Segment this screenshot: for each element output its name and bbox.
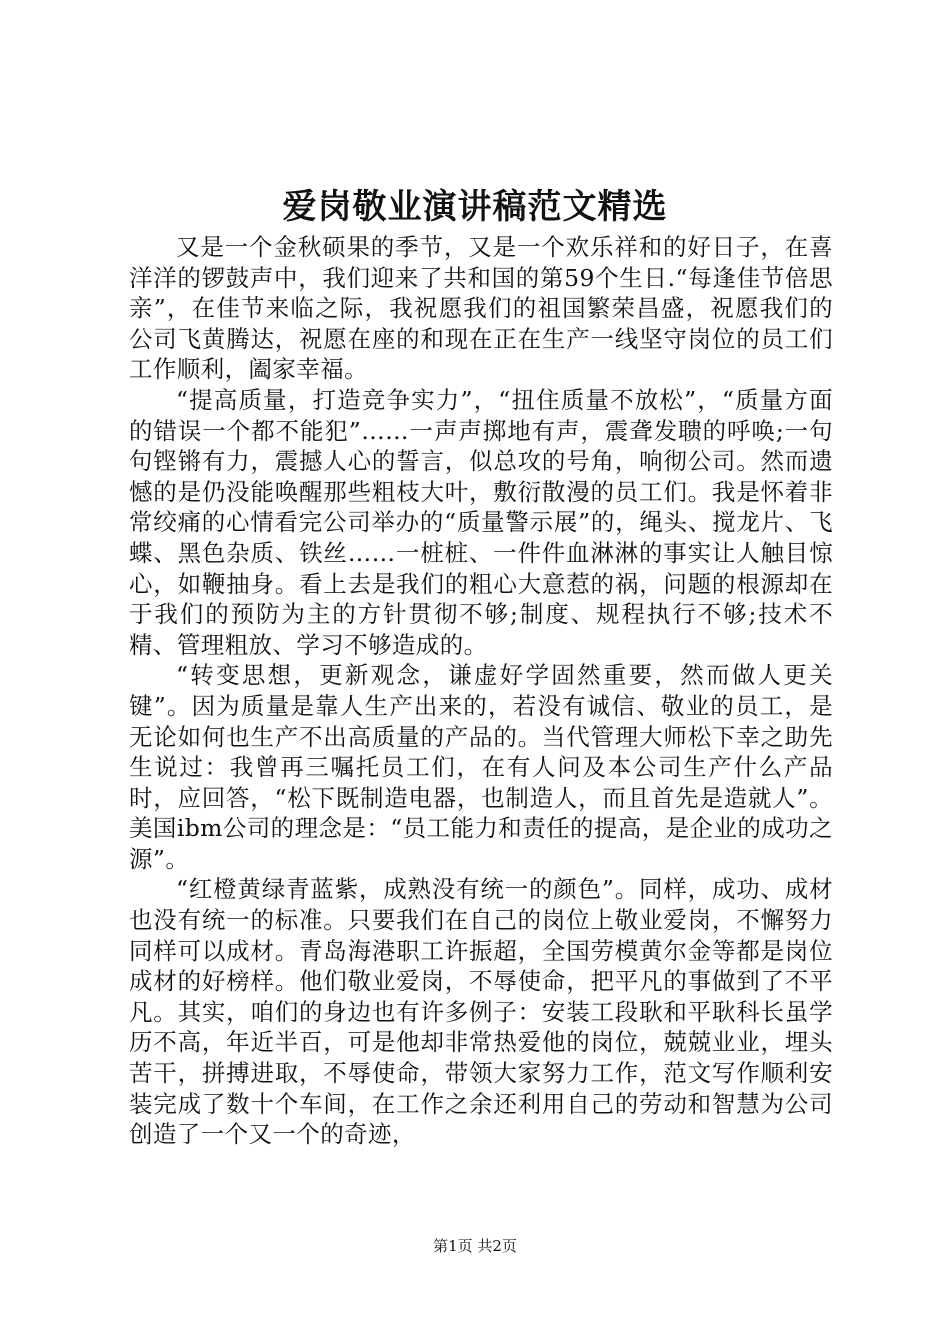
document-title: 爱岗敬业演讲稿范文精选	[282, 187, 668, 227]
paragraph-3: “转变思想，更新观念，谦虚好学固然重要，然而做人更关键”。因为质量是靠人生产出来的，若没有诚信、敬业的员工，是无论如何也生产不出高质量的产品的。当代管理大师松下幸之助先生说过：我曾再三嘱托员工们，在有人问及本公司生产什么产品时，应回答，“松下既制造电器，也制造人，而且首先是造就人”。美国ibm公司的理念是：“员工能力和责任的提高，是企业的成功之源”。	[129, 661, 833, 873]
page-number-footer: 第1页 共2页	[433, 1237, 517, 1255]
paragraph-1: 又是一个金秋硕果的季节，又是一个欢乐祥和的好日子，在喜洋洋的锣鼓声中，我们迎来了共和国的第59个生日.“每逢佳节倍思亲”，在佳节来临之际，我祝愿我们的祖国繁荣昌盛，祝愿我们的公司飞黄腾达，祝愿在座的和现在正在生产一线坚守岗位的员工们工作顺利，阖家幸福。	[129, 233, 833, 384]
paragraph-4: “红橙黄绿青蓝紫，成熟没有统一的颜色”。同样，成功、成材也没有统一的标准。只要我们在自己的岗位上敬业爱岗，不懈努力同样可以成材。青岛海港职工许振超，全国劳模黄尔金等都是岗位成材的好榜样。他们敬业爱岗，不辱使命，把平凡的事做到了不平凡。其实，咱们的身边也有许多例子：安装工段耿和平耿科长虽学历不高，年近半百，可是他却非常热爱他的岗位，兢兢业业，埋头苦干，拼搏进取，不辱使命，带领大家努力工作，范文写作顺利安装完成了数十个车间，在工作之余还利用自己的劳动和智慧为公司创造了一个又一个的奇迹，	[129, 875, 833, 1149]
paragraph-2: “提高质量，打造竞争实力”，“扭住质量不放松”，“质量方面的错误一个都不能犯”……一声声掷地有声，震聋发聩的呼唤;一句句铿锵有力，震撼人心的誓言，似总攻的号角，响彻公司。然而遗憾的是仍没能唤醒那些粗枝大叶，敷衍散漫的员工们。我是怀着非常绞痛的心情看完公司举办的“质量警示展”的，绳头、搅龙片、飞蝶、黑色杂质、铁丝……一桩桩、一件件血淋淋的事实让人触目惊心，如鞭抽身。看上去是我们的粗心大意惹的祸，问题的根源却在于我们的预防为主的方针贯彻不够;制度、规程执行不够;技术不精、管理粗放、学习不够造成的。	[129, 385, 833, 659]
document-body	[129, 232, 833, 1150]
